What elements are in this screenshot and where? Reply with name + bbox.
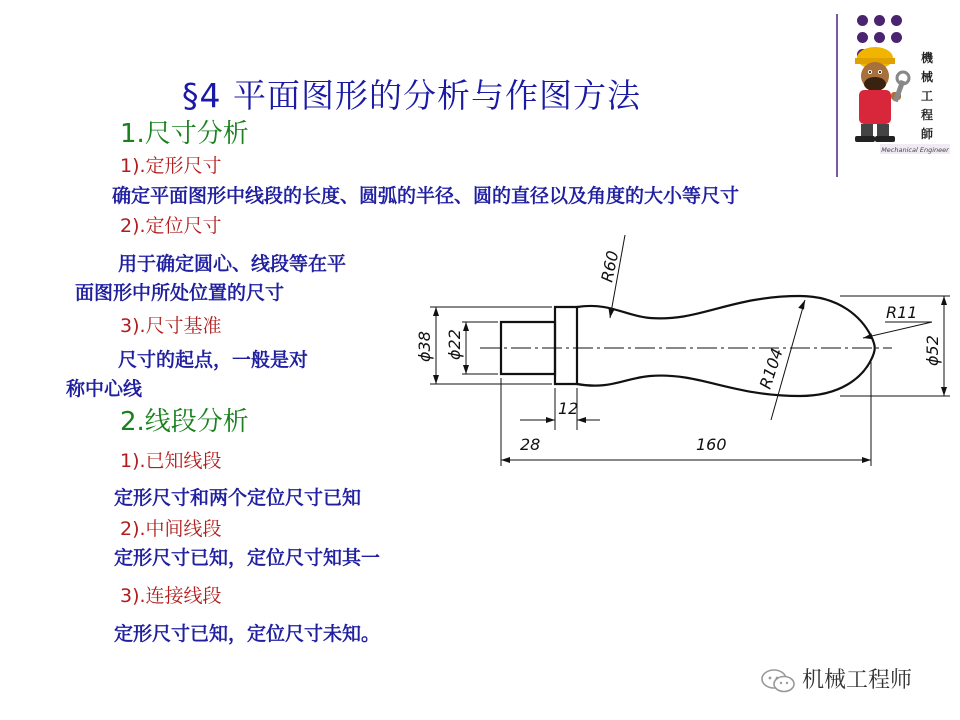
logo-char-1: 機 (920, 51, 934, 65)
dim-phi22: ϕ22 (445, 329, 464, 360)
dim-length-28: 28 (520, 435, 541, 454)
handle-technical-drawing (400, 225, 960, 480)
logo-caption: Mechanical Engineer (881, 146, 949, 154)
logo-char-4: 程 (920, 108, 934, 122)
item-datum-desc-line2: 称中心线 (66, 378, 143, 400)
item-shape-dimension-desc: 确定平面图形中线段的长度、圆弧的半径、圆的直径以及角度的大小等尺寸 (112, 185, 740, 207)
dim-r11: R11 (886, 303, 918, 322)
watermark-text: 机械工程师 (802, 668, 913, 693)
dim-length-160: 160 (696, 435, 727, 454)
dim-r60: R60 (597, 249, 623, 284)
item-datum-label: 3).尺寸基准 (120, 315, 222, 337)
item-connecting-segment-label: 3).连接线段 (120, 585, 222, 607)
item-shape-dimension-label: 1).定形尺寸 (120, 155, 222, 177)
item-intermediate-segment-desc: 定形尺寸已知，定位尺寸知其一 (114, 547, 381, 569)
section-2-heading: 2.线段分析 (120, 407, 249, 437)
header-divider (836, 14, 838, 177)
item-position-dimension-desc-line1: 用于确定圆心、线段等在平 (118, 253, 347, 275)
item-intermediate-segment-label: 2).中间线段 (120, 518, 222, 540)
wechat-icon (760, 668, 796, 694)
item-datum-desc-line1: 尺寸的起点，一般是对 (118, 349, 309, 371)
dim-phi52: ϕ52 (923, 335, 942, 366)
logo-char-5: 師 (920, 127, 934, 141)
watermark (760, 663, 912, 694)
dim-length-12: 12 (558, 399, 579, 418)
item-position-dimension-label: 2).定位尺寸 (120, 215, 222, 237)
dim-r104: R104 (755, 345, 787, 392)
item-position-dimension-desc-line2: 面图形中所处位置的尺寸 (75, 282, 285, 304)
dim-phi38: ϕ38 (415, 331, 434, 362)
logo-char-3: 工 (920, 89, 934, 103)
logo-char-2: 械 (920, 70, 934, 84)
item-known-segment-label: 1).已知线段 (120, 450, 222, 472)
mechanical-engineer-logo (845, 40, 950, 158)
section-1-heading: 1.尺寸分析 (120, 119, 249, 149)
item-connecting-segment-desc: 定形尺寸已知，定位尺寸未知。 (114, 623, 381, 645)
page-title: §4 平面图形的分析与作图方法 (182, 76, 641, 115)
item-known-segment-desc: 定形尺寸和两个定位尺寸已知 (114, 487, 362, 509)
